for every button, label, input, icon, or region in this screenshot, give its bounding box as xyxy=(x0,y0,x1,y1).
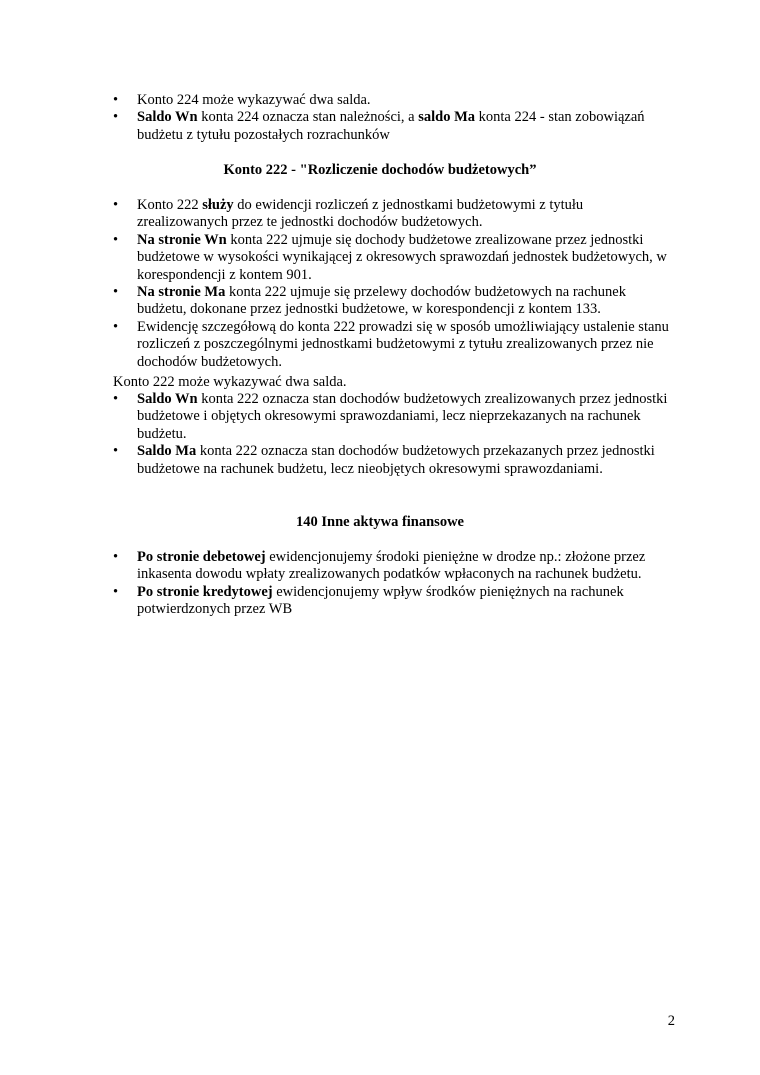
list-item xyxy=(0,443,760,478)
bullet: • xyxy=(113,443,119,460)
item-text: ewidencjonujemy wpływ środków pieniężnych na rachunek potwierdzonych przez WB xyxy=(137,583,624,618)
bold-term: Saldo Ma xyxy=(137,443,197,460)
item-text: konta 224 oznacza stan należności, a xyxy=(197,109,419,126)
list-item xyxy=(0,232,760,284)
page-number: 2 xyxy=(667,1013,675,1029)
item-text: konta 222 oznacza stan dochodów budżetowych zrealizowanych przez jednostki budżetowe i objętych okresowymi sprawozdaniami, lecz nieprzekazanych na rachunek budżetu. xyxy=(137,391,668,442)
item-text: Konto 224 może wykazywać dwa salda. xyxy=(137,92,371,108)
bullet: • xyxy=(113,231,119,248)
konto-222-saldo-list xyxy=(0,391,760,478)
list-item xyxy=(0,284,760,319)
bold-term: służy xyxy=(202,197,234,213)
list-item xyxy=(0,109,760,144)
list-item xyxy=(0,197,760,232)
bold-term: Na stronie Ma xyxy=(137,284,226,301)
konto-140-list xyxy=(0,549,760,619)
list-item xyxy=(0,319,760,371)
list-item xyxy=(0,92,760,109)
bullet: • xyxy=(113,92,119,108)
bullet: • xyxy=(113,583,119,600)
item-text: konta 222 ujmuje się dochody budżetowe zrealizowane przez jednostki budżetowe w wysokości wynikającej z okresowych sprawozdań jednostek budżetowych, w korespondencji z kontem 901. xyxy=(137,231,667,283)
item-text: do ewidencji rozliczeń z jednostkami budżetowymi z tytułu zrealizowanych przez te jednostki dochodów budżetowych. xyxy=(137,197,584,231)
bold-term: Saldo Wn xyxy=(137,391,198,407)
bullet: • xyxy=(113,284,119,301)
bullet: • xyxy=(113,197,119,213)
list-item xyxy=(0,584,760,619)
konto-224-list xyxy=(0,92,760,144)
list-item xyxy=(0,391,760,443)
bold-term: Na stronie Wn xyxy=(137,231,227,248)
section-heading-140: 140 Inne aktywa finansowe xyxy=(296,514,464,530)
bold-term: Po stronie kredytowej xyxy=(137,583,273,600)
item-text: Ewidencję szczegółową do konta 222 prowadzi się w sposób umożliwiający ustalenie stanu rozliczeń z poszczególnymi jednostkami budżetowymi z tytułu zrealizowanych przez nie dochodów budżetowych. xyxy=(137,318,669,370)
item-text: konta 222 oznacza stan dochodów budżetowych przekazanych przez jednostki budżetowe na rachunek budżetu, lecz nieobjętych okresowymi sprawozdaniami. xyxy=(137,443,655,477)
bold-term: saldo Ma xyxy=(418,109,476,126)
konto-222-list xyxy=(0,197,760,371)
item-text: ewidencjonujemy środoki pieniężne w drodze np.: złożone przez inkasenta dowodu wpłaty zrealizowanych podatków wpłaconych na rachunek budżetu. xyxy=(137,549,646,583)
bold-term: Po stronie debetowej xyxy=(137,549,266,565)
list-item xyxy=(0,549,760,584)
bullet: • xyxy=(113,549,119,565)
section-heading-konto-222: Konto 222 - "Rozliczenie dochodów budżetowych” xyxy=(223,162,537,178)
bullet: • xyxy=(113,391,119,407)
bold-term: Saldo Wn xyxy=(137,109,198,126)
bullet: • xyxy=(113,318,119,335)
konto-222-saldo-intro: Konto 222 może wykazywać dwa salda. xyxy=(113,374,347,390)
item-text: konta 224 - stan zobowiązań budżetu z tytułu pozostałych rozrachunków xyxy=(137,109,645,143)
bullet: • xyxy=(113,109,119,126)
item-text: Konto 222 xyxy=(137,197,203,213)
item-text: konta 222 ujmuje się przelewy dochodów budżetowych na rachunek budżetu, dokonane przez jednostki budżetowe, w korespondencji z kontem 133. xyxy=(137,284,626,318)
